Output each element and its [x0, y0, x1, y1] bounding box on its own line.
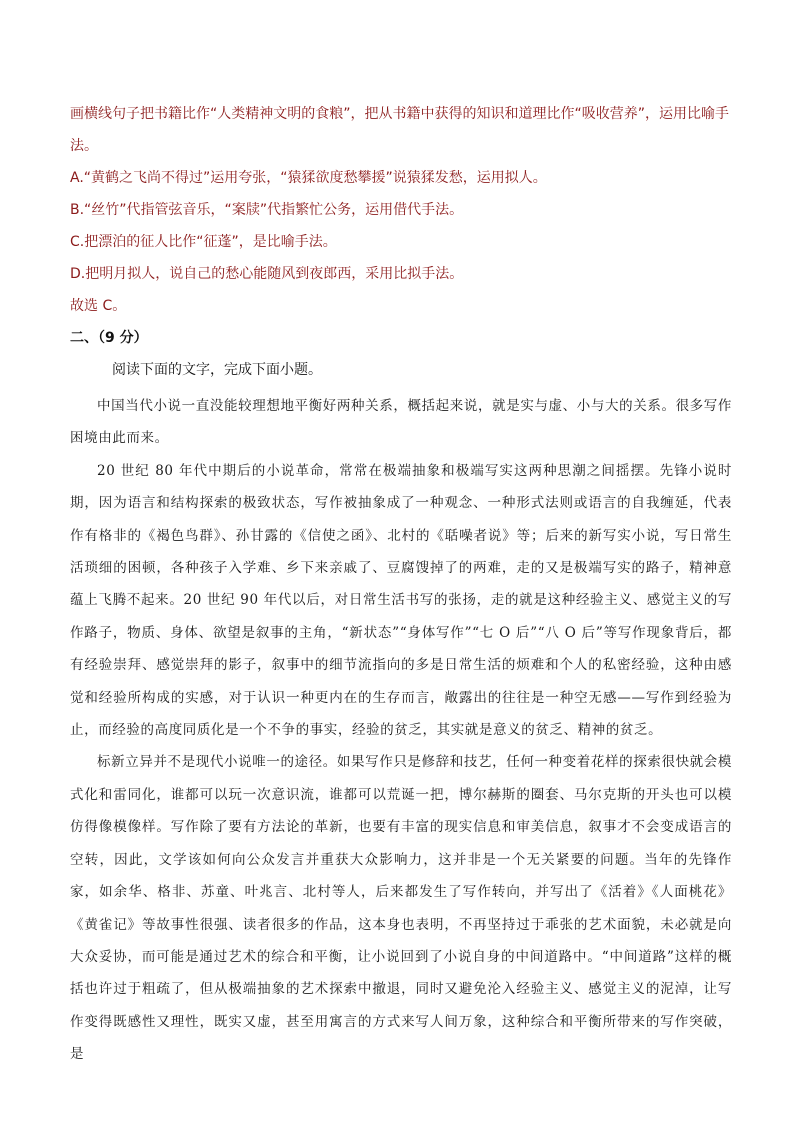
answer-option-b: B.“丝竹”代指管弦音乐，“案牍”代指繁忙公务，运用借代手法。 — [70, 202, 464, 218]
answer-option-c: C.把漂泊的征人比作“征蓬”，是比喻手法。 — [70, 234, 337, 250]
answer-option-a: A.“黄鹤之飞尚不得过”运用夸张，“猿猱欲度愁攀援”说猿猱发愁，运用拟人。 — [70, 170, 547, 186]
passage-paragraph-3: 标新立异并不是现代小说唯一的途径。如果写作只是修辞和技艺，任何一种变着花样的探索很快就会模式化和雷同化，谁都可以玩一次意识流，谁都可以荒诞一把，博尔赫斯的圈套、马尔克斯的开头也可以模仿得像模像样。写作除了要有方法论的革新，也要有丰富的现实信息和审美信息，叙事才不会变成语言的空转，因此，文学该如何向公众发言并重获大众影响力，这并非是一个无关紧要的问题。当年的先锋作家，如余华、格非、苏童、叶兆言、北村等人，后来都发生了写作转向，并写出了《活着》《人面桃花》《黄雀记》等故事性很强、读者很多的作品，这本身也表明，不再坚持过于乖张的艺术面貌，未必就是向大众妥协，而可能是通过艺术的综合和平衡，让小说回到了小说自身的中间道路中。“中间道路”这样的概括也许过于粗疏了，但从极端抽象的艺术探索中撤退，同时又避免沦入经验主义、感觉主义的泥淖，让写作变得既感性又理性，既实又虚，甚至用寓言的方式来写人间万象，这种综合和平衡所带来的写作突破，是 — [70, 754, 732, 1063]
section-heading: 二、（9 分） — [70, 330, 148, 346]
reading-instruction: 阅读下面的文字，完成下面小题。 — [112, 362, 322, 378]
answer-option-d: D.把明月拟人，说自己的愁心能随风到夜郎西，采用比拟手法。 — [70, 266, 464, 282]
passage-paragraph-1: 中国当代小说一直没能较理想地平衡好两种关系，概括起来说，就是实与虚、小与大的关系。很多写作困境由此而来。 — [70, 398, 732, 447]
answer-intro: 画横线句子把书籍比作“人类精神文明的食粮”，把从书籍中获得的知识和道理比作“吸收营养”，运用比喻手法。 — [70, 106, 730, 154]
passage-paragraph-2: 20 世纪 80 年代中期后的小说革命，常常在极端抽象和极端写实这两种思潮之间摇摆。先锋小说时期，因为语言和结构探索的极致状态，写作被抽象成了一种观念、一种形式法则或语言的自我缠延，代表作有格非的《褐色鸟群》、孙甘露的《信使之函》、北村的《聒噪者说》等；后来的新写实小说，写日常生活琐细的困顿，各种孩子入学难、乡下来亲戚了、豆腐馊掉了的两难，走的又是极端写实的路子，精神意蕴上飞腾不起来。20 世纪 90 年代以后，对日常生活书写的张扬，走的就是这种经验主义、感觉主义的写作路子，物质、身体、欲望是叙事的主角，“新状态”“身体写作”“七 O 后”“八 O 后”等写作现象背后，都有经验崇拜、感觉崇拜的影子，叙事中的细节流指向的多是日常生活的烦难和个人的私密经验，这种由感觉和经验所构成的实感，对于认识一种更内在的生存而言，敞露出的往往是一种空无感——写作到经验为止，而经验的高度同质化是一个不争的事实，经验的贫乏，其实就是意义的贫乏、精神的贫乏。 — [70, 462, 732, 739]
answer-conclusion: 故选 C。 — [70, 298, 127, 314]
